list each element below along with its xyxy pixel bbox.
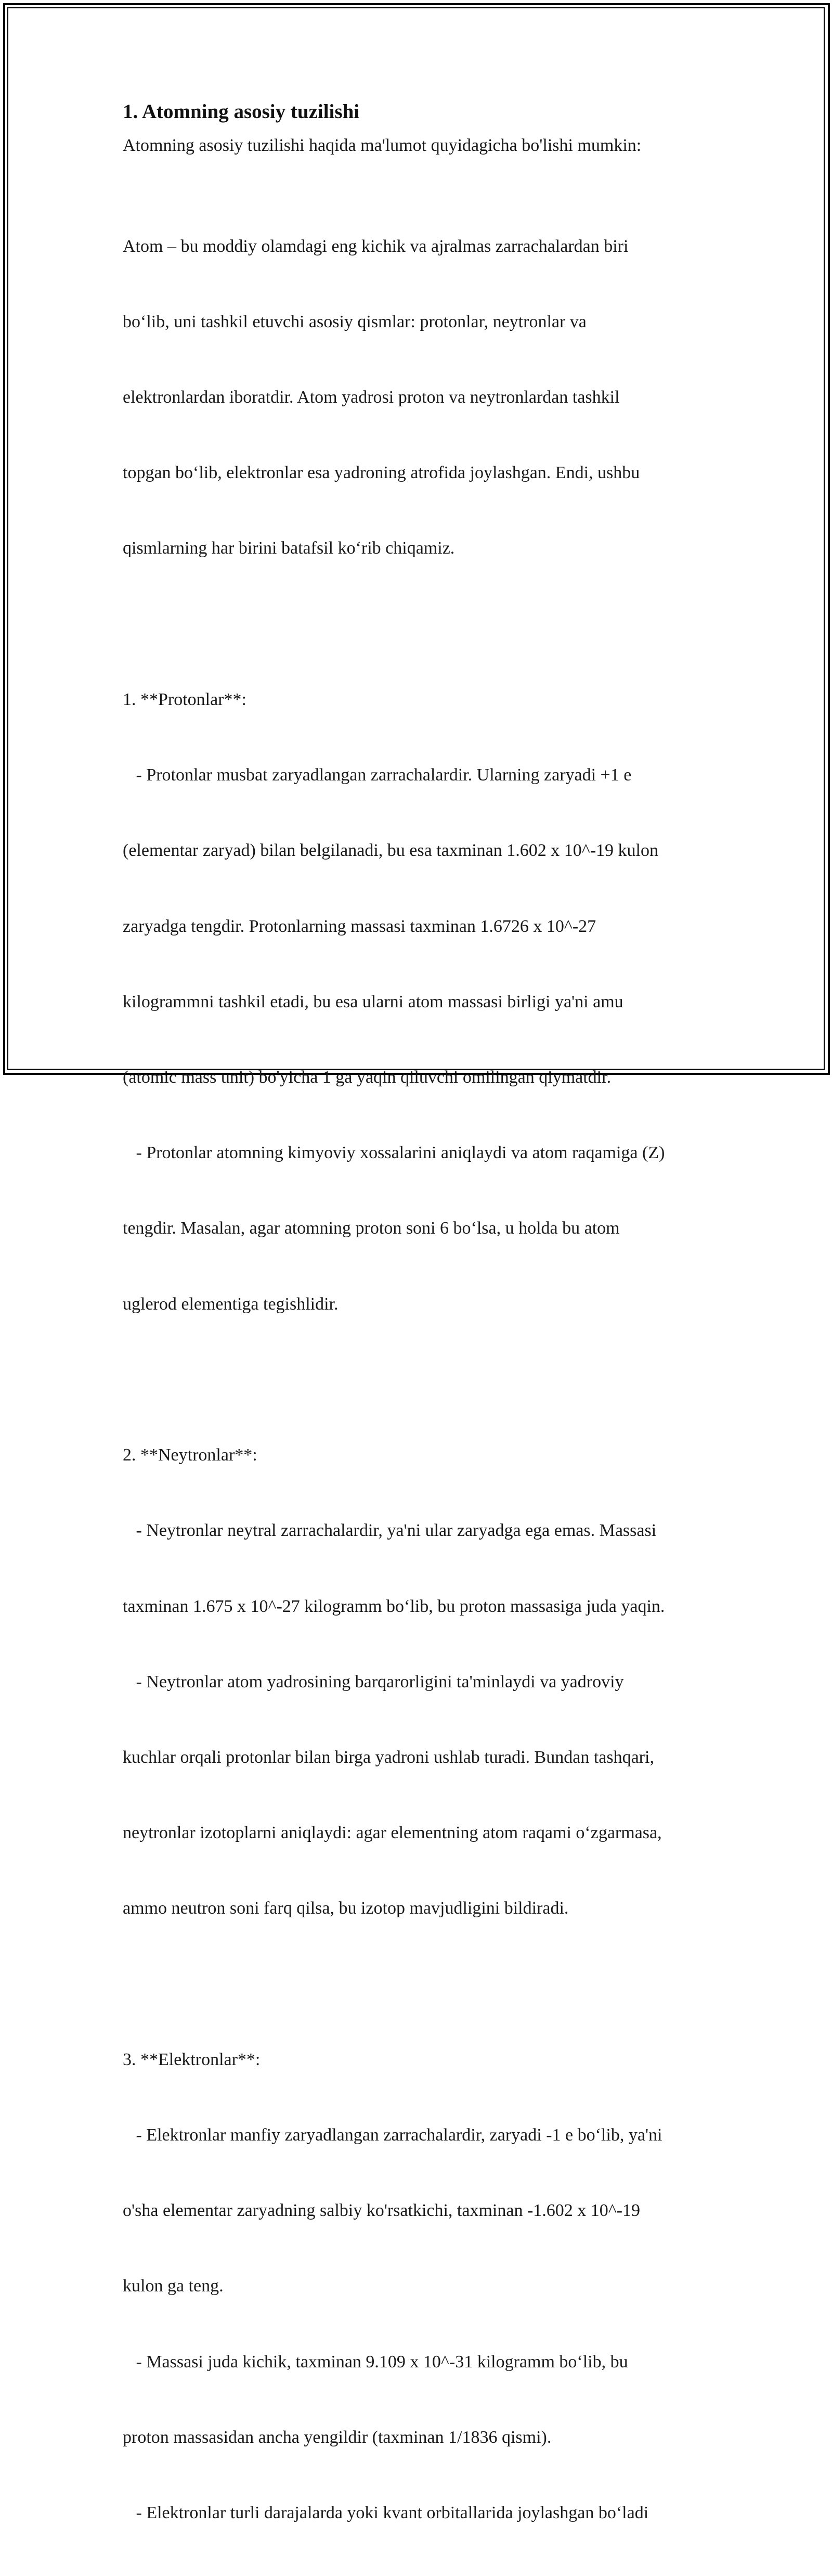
blank-line (123, 1367, 736, 1392)
electrons-section (123, 1997, 736, 2576)
text-line: kuchlar orqali protonlar bilan birga yadroni ushlab turadi. Bundan tashqari, (123, 1747, 654, 1767)
text-line: topgan bo‘lib, elektronlar esa yadroning atrofida joylashgan. Endi, ushbu (123, 463, 640, 483)
text-line: bo‘lib, uni tashkil etuvchi asosiy qismlar: protonlar, neytronlar va (123, 312, 587, 331)
text-line: Atom – bu moddiy olamdagi eng kichik va ajralmas zarrachalardan biri (123, 236, 629, 256)
text-line: taxminan 1.675 x 10^-27 kilogramm bo‘lib, bu proton massasiga juda yaqin. (123, 1596, 665, 1616)
text-line: - Neytronlar neytral zarrachalardir, ya'ni ular zaryadga ega emas. Massasi (123, 1521, 657, 1541)
text-line: (elementar zaryad) bilan belgilanadi, bu esa taxminan 1.602 x 10^-19 kulon (123, 841, 658, 861)
electrons-title: 3. **Elektronlar**: (123, 2049, 261, 2069)
text-line: - Protonlar musbat zaryadlangan zarrachalardir. Ularning zaryadi +1 e (123, 765, 632, 785)
text-line: o'sha elementar zaryadning salbiy ko'rsatkichi, taxminan -1.602 x 10^-19 (123, 2201, 641, 2221)
overview-paragraph (123, 184, 736, 612)
text-line: kulon ga teng. (123, 2276, 224, 2296)
blank-line (123, 158, 736, 183)
neutrons-section (123, 1392, 736, 1971)
text-line: elektronlardan iboratdir. Atom yadrosi proton va neytronlardan tashkil (123, 388, 620, 407)
blank-line (123, 612, 736, 637)
text-line: - Neytronlar atom yadrosining barqarorligini ta'minlaydi va yadroviy (123, 1672, 624, 1691)
text-line: (atomic mass unit) bo'yicha 1 ga yaqin qiluvchi omilingan qiymatdir. (123, 1068, 612, 1087)
text-line: - Elektronlar turli darajalarda yoki kvant orbitallarida joylashgan bo‘ladi (123, 2503, 649, 2523)
text-line: proton massasidan ancha yengildir (taxminan 1/1836 qismi). (123, 2427, 552, 2447)
text-line: uglerod elementiga tegishlidir. (123, 1294, 339, 1314)
text-line: tengdir. Masalan, agar atomning proton soni 6 bo‘lsa, u holda bu atom (123, 1219, 620, 1238)
text-line: - Elektronlar manfiy zaryadlangan zarrachalardir, zaryadi -1 e bo‘lib, ya'ni (123, 2125, 662, 2145)
text-line: - Massasi juda kichik, taxminan 9.109 x 10^-31 kilogramm bo‘lib, bu (123, 2352, 628, 2372)
text-line: qismlarning har birini batafsil ko‘rib chiqamiz. (123, 539, 455, 558)
text-line: neytronlar izotoplarni aniqlaydi: agar elementning atom raqami o‘zgarmasa, (123, 1823, 662, 1843)
protons-title: 1. **Protonlar**: (123, 689, 246, 709)
blank-line (123, 1972, 736, 1997)
text-line: ammo neutron soni farq qilsa, bu izotop mavjudligini bildiradi. (123, 1899, 569, 1918)
document-page (123, 97, 736, 2576)
intro-paragraph: Atomning asosiy tuzilishi haqida ma'lumot quyidagicha bo'lishi mumkin: (123, 136, 642, 155)
protons-section (123, 637, 736, 1367)
text-line: - Protonlar atomning kimyoviy xossalarini aniqlaydi va atom raqamiga (Z) (123, 1143, 665, 1163)
text-line: kilogrammni tashkil etadi, bu esa ularni atom massasi birligi ya'ni amu (123, 992, 623, 1011)
neutrons-title: 2. **Neytronlar**: (123, 1445, 257, 1465)
text-line: zaryadga tengdir. Protonlarning massasi taxminan 1.6726 x 10^-27 (123, 916, 596, 936)
section-heading: 1. Atomning asosiy tuzilishi (123, 100, 360, 123)
